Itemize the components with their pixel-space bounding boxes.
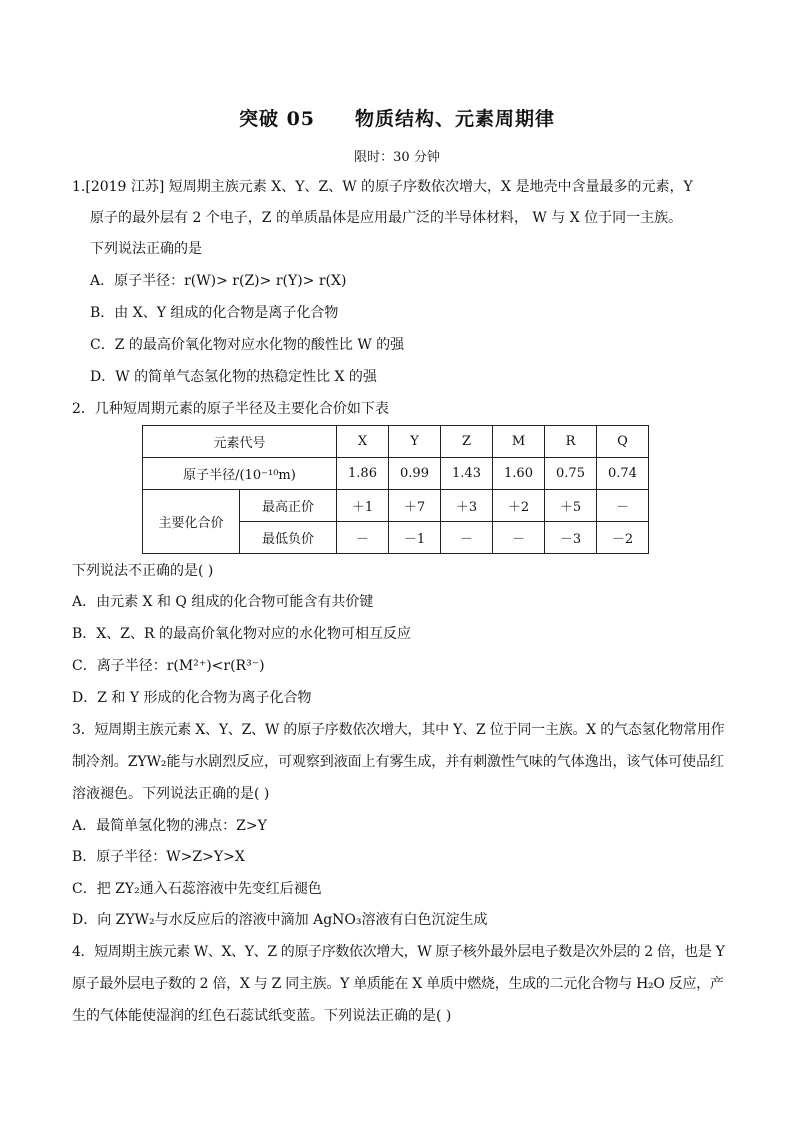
q3-option-b: B．原子半径：W>Z>Y>X bbox=[72, 849, 245, 865]
q4-stem-line2: 原子最外层电子数的 2 倍，X 与 Z 同主族。Y 单质能在 X 单质中燃烧，生成的二元化合物与 H₂O 反应，产 bbox=[72, 976, 724, 992]
table-cell: ＋5 bbox=[545, 490, 597, 522]
q1-option-c: C．Z 的最高价氧化物对应水化物的酸性比 W 的强 bbox=[90, 337, 405, 353]
table-cell: 1.86 bbox=[337, 458, 389, 490]
table-cell: 1.43 bbox=[441, 458, 493, 490]
title-topic-name: 物质结构、元素周期律 bbox=[355, 108, 556, 130]
table-cell: 0.99 bbox=[389, 458, 441, 490]
table-cell: － bbox=[441, 522, 493, 554]
q1-option-b: B．由 X、Y 组成的化合物是离子化合物 bbox=[90, 305, 339, 321]
title-topic-number: 突破 05 bbox=[238, 108, 316, 130]
q2-option-d: D．Z 和 Y 形成的化合物为离子化合物 bbox=[72, 690, 312, 706]
table-cell: ＋7 bbox=[389, 490, 441, 522]
time-limit: 限时：30 分钟 bbox=[354, 150, 440, 165]
q3-option-c: C．把 ZY₂通入石蕊溶液中先变红后褪色 bbox=[72, 881, 322, 897]
table-row bbox=[143, 426, 649, 458]
table-cell: Y bbox=[389, 426, 441, 458]
table-cell: Z bbox=[441, 426, 493, 458]
table-cell: ＋1 bbox=[337, 490, 389, 522]
q1-option-d: D．W 的简单气态氢化物的热稳定性比 X 的强 bbox=[90, 369, 377, 385]
table-cell: M bbox=[493, 426, 545, 458]
q3-stem-line2: 制冷剂。ZYW₂能与水剧烈反应，可观察到液面上有雾生成，并有刺激性气味的气体逸出，该气体可使品红 bbox=[72, 754, 724, 770]
table-row bbox=[143, 490, 649, 522]
table-cell: ＋2 bbox=[493, 490, 545, 522]
table-cell: － bbox=[493, 522, 545, 554]
q2-question: 下列说法不正确的是( ) bbox=[72, 563, 214, 579]
q1-option-a: A．原子半径：r(W)> r(Z)> r(Y)> r(X) bbox=[90, 273, 347, 289]
page-title bbox=[0, 104, 794, 131]
table-cell: － bbox=[337, 522, 389, 554]
q2-option-a: A．由元素 X 和 Q 组成的化合物可能含有共价键 bbox=[72, 594, 374, 610]
table-cell: 0.74 bbox=[597, 458, 649, 490]
q3-stem-line3: 溶液褪色。下列说法正确的是( ) bbox=[72, 786, 270, 802]
q4-stem-line3: 生的气体能使湿润的红色石蕊试纸变蓝。下列说法正确的是( ) bbox=[72, 1008, 452, 1024]
q2-stem: 2．几种短周期元素的原子半径及主要化合价如下表 bbox=[72, 401, 389, 417]
table-cell: X bbox=[337, 426, 389, 458]
q1-stem-line3: 下列说法正确的是 bbox=[90, 241, 202, 257]
table-cell: － bbox=[597, 490, 649, 522]
table-cell: Q bbox=[597, 426, 649, 458]
table-radius-label: 原子半径/(10⁻¹⁰m) bbox=[143, 458, 337, 490]
q1-stem-line1: 1.[2019 江苏] 短周期主族元素 X、Y、Z、W 的原子序数依次增大，X 是地壳中含量最多的元素，Y bbox=[72, 179, 693, 195]
q3-option-a: A．最简单氢化物的沸点：Z>Y bbox=[72, 818, 267, 834]
table-cell: ＋3 bbox=[441, 490, 493, 522]
q4-stem-line1: 4．短周期主族元素 W、X、Y、Z 的原子序数依次增大，W 原子核外最外层电子数是次外层的 2 倍，也是 Y bbox=[72, 944, 725, 960]
table-max-label: 最高正价 bbox=[240, 490, 337, 522]
q2-option-c: C．离子半径：r(M²⁺)<r(R³⁻) bbox=[72, 658, 265, 674]
table-row bbox=[143, 458, 649, 490]
element-table bbox=[142, 425, 649, 554]
table-cell: －3 bbox=[545, 522, 597, 554]
q3-stem-line1: 3．短周期主族元素 X、Y、Z、W 的原子序数依次增大，其中 Y、Z 位于同一主族。X 的气态氢化物常用作 bbox=[72, 722, 725, 738]
table-valence-label: 主要化合价 bbox=[143, 490, 240, 554]
table-header-label: 元素代号 bbox=[143, 426, 337, 458]
table-cell: －2 bbox=[597, 522, 649, 554]
table-cell: R bbox=[545, 426, 597, 458]
q2-option-b: B．X、Z、R 的最高价氧化物对应的水化物可相互反应 bbox=[72, 626, 411, 642]
q1-stem-line2: 原子的最外层有 2 个电子，Z 的单质晶体是应用最广泛的半导体材料， W 与 X 位于同一主族。 bbox=[90, 210, 683, 226]
q3-option-d: D．向 ZYW₂与水反应后的溶液中滴加 AgNO₃溶液有白色沉淀生成 bbox=[72, 912, 488, 928]
table-cell: －1 bbox=[389, 522, 441, 554]
table-min-label: 最低负价 bbox=[240, 522, 337, 554]
table-cell: 0.75 bbox=[545, 458, 597, 490]
table-cell: 1.60 bbox=[493, 458, 545, 490]
